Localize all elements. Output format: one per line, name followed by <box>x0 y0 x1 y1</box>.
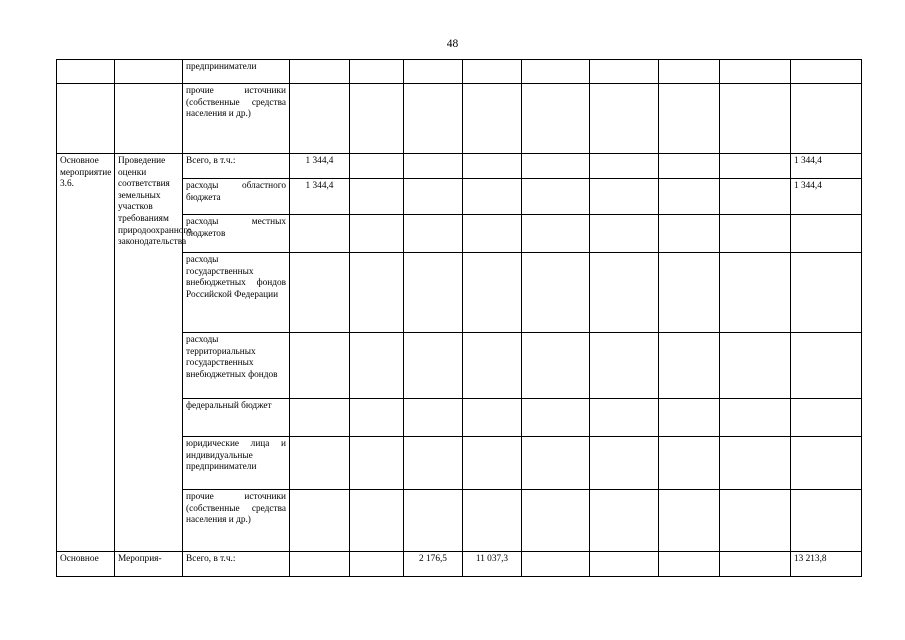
empty-value-cell <box>720 399 791 437</box>
total-cell: 1 344,4 <box>791 179 862 215</box>
empty-value-cell <box>590 437 659 490</box>
funding-source-cell: расходы областного бюджета <box>183 179 290 215</box>
empty-value-cell <box>659 253 720 333</box>
empty-value-cell <box>463 60 522 84</box>
empty-value-cell <box>791 215 862 253</box>
funding-source-cell: юридические лица и индивидуальные предприниматели <box>183 437 290 490</box>
funding-source-cell: предприниматели <box>183 60 290 84</box>
empty-value-cell <box>590 60 659 84</box>
empty-value-cell <box>720 490 791 552</box>
empty-value-cell <box>720 60 791 84</box>
total-cell: 13 213,8 <box>791 552 862 577</box>
empty-value-cell <box>463 399 522 437</box>
empty-value-cell <box>659 437 720 490</box>
activity-name-cell: Проведение оценки соответствия земельных участков требованиям природоохранного законодательства <box>115 154 183 552</box>
empty-value-cell <box>350 490 404 552</box>
empty-value-cell <box>290 399 350 437</box>
empty-value-cell <box>350 154 404 179</box>
empty-value-cell <box>350 84 404 154</box>
empty-value-cell <box>404 215 463 253</box>
empty-value-cell <box>290 552 350 577</box>
empty-value-cell <box>404 179 463 215</box>
empty-value-cell <box>404 399 463 437</box>
empty-value-cell <box>659 179 720 215</box>
empty-value-cell <box>590 253 659 333</box>
empty-value-cell <box>404 437 463 490</box>
empty-value-cell <box>590 552 659 577</box>
activity-type-cell: Основное мероприятие 3.6. <box>57 154 115 552</box>
funding-source-cell: прочие источники (собственные средства населения и др.) <box>183 84 290 154</box>
empty-value-cell <box>463 490 522 552</box>
empty-value-cell <box>350 215 404 253</box>
empty-value-cell <box>290 60 350 84</box>
empty-value-cell <box>659 552 720 577</box>
empty-value-cell <box>463 84 522 154</box>
value-cell: 1 344,4 <box>290 179 350 215</box>
empty-value-cell <box>350 552 404 577</box>
empty-value-cell <box>720 179 791 215</box>
empty-value-cell <box>404 154 463 179</box>
empty-value-cell <box>590 490 659 552</box>
empty-value-cell <box>720 84 791 154</box>
activity-name-cell <box>115 60 183 84</box>
activity-type-cell: Основное <box>57 552 115 577</box>
table-row <box>57 552 862 577</box>
empty-value-cell <box>720 552 791 577</box>
empty-value-cell <box>290 437 350 490</box>
empty-value-cell <box>290 490 350 552</box>
empty-value-cell <box>659 490 720 552</box>
empty-value-cell <box>590 84 659 154</box>
page-number: 48 <box>446 38 459 50</box>
empty-value-cell <box>463 154 522 179</box>
empty-value-cell <box>522 552 590 577</box>
empty-value-cell <box>350 333 404 399</box>
value-cell: 2 176,5 <box>404 552 463 577</box>
empty-value-cell <box>522 154 590 179</box>
funding-source-cell: расходы государственных внебюджетных фондов Российской Федерации <box>183 253 290 333</box>
empty-value-cell <box>791 399 862 437</box>
activity-name-cell: Мероприя- <box>115 552 183 577</box>
empty-value-cell <box>463 215 522 253</box>
empty-value-cell <box>720 154 791 179</box>
empty-value-cell <box>720 437 791 490</box>
empty-value-cell <box>350 179 404 215</box>
empty-value-cell <box>463 437 522 490</box>
value-cell: 1 344,4 <box>290 154 350 179</box>
empty-value-cell <box>522 399 590 437</box>
empty-value-cell <box>590 215 659 253</box>
activity-type-cell <box>57 84 115 154</box>
budget-table <box>56 59 862 577</box>
empty-value-cell <box>659 333 720 399</box>
empty-value-cell <box>404 490 463 552</box>
empty-value-cell <box>290 84 350 154</box>
empty-value-cell <box>791 253 862 333</box>
activity-name-cell <box>115 84 183 154</box>
empty-value-cell <box>522 490 590 552</box>
empty-value-cell <box>791 84 862 154</box>
empty-value-cell <box>290 333 350 399</box>
funding-source-cell: расходы территориальных государственных внебюджетных фондов <box>183 333 290 399</box>
empty-value-cell <box>659 60 720 84</box>
empty-value-cell <box>522 253 590 333</box>
empty-value-cell <box>463 333 522 399</box>
table-row <box>57 154 862 179</box>
empty-value-cell <box>290 215 350 253</box>
empty-value-cell <box>791 490 862 552</box>
empty-value-cell <box>463 179 522 215</box>
empty-value-cell <box>659 154 720 179</box>
activity-type-cell <box>57 60 115 84</box>
table-row <box>57 60 862 84</box>
table-row <box>57 84 862 154</box>
empty-value-cell <box>659 399 720 437</box>
funding-source-cell: Всего, в т.ч.: <box>183 154 290 179</box>
empty-value-cell <box>290 253 350 333</box>
empty-value-cell <box>791 60 862 84</box>
empty-value-cell <box>404 253 463 333</box>
empty-value-cell <box>720 333 791 399</box>
empty-value-cell <box>791 333 862 399</box>
empty-value-cell <box>350 60 404 84</box>
empty-value-cell <box>404 333 463 399</box>
empty-value-cell <box>720 253 791 333</box>
empty-value-cell <box>404 60 463 84</box>
empty-value-cell <box>720 215 791 253</box>
empty-value-cell <box>522 215 590 253</box>
empty-value-cell <box>590 154 659 179</box>
empty-value-cell <box>522 333 590 399</box>
empty-value-cell <box>590 399 659 437</box>
empty-value-cell <box>463 253 522 333</box>
empty-value-cell <box>404 84 463 154</box>
total-cell: 1 344,4 <box>791 154 862 179</box>
empty-value-cell <box>590 333 659 399</box>
funding-source-cell: федеральный бюджет <box>183 399 290 437</box>
empty-value-cell <box>522 437 590 490</box>
empty-value-cell <box>590 179 659 215</box>
empty-value-cell <box>791 437 862 490</box>
funding-source-cell: прочие источники (собственные средства населения и др.) <box>183 490 290 552</box>
empty-value-cell <box>350 253 404 333</box>
empty-value-cell <box>659 84 720 154</box>
empty-value-cell <box>522 179 590 215</box>
funding-source-cell: Всего, в т.ч.: <box>183 552 290 577</box>
empty-value-cell <box>522 60 590 84</box>
empty-value-cell <box>350 399 404 437</box>
empty-value-cell <box>350 437 404 490</box>
value-cell: 11 037,3 <box>463 552 522 577</box>
funding-source-cell: расходы местных бюджетов <box>183 215 290 253</box>
empty-value-cell <box>522 84 590 154</box>
empty-value-cell <box>659 215 720 253</box>
